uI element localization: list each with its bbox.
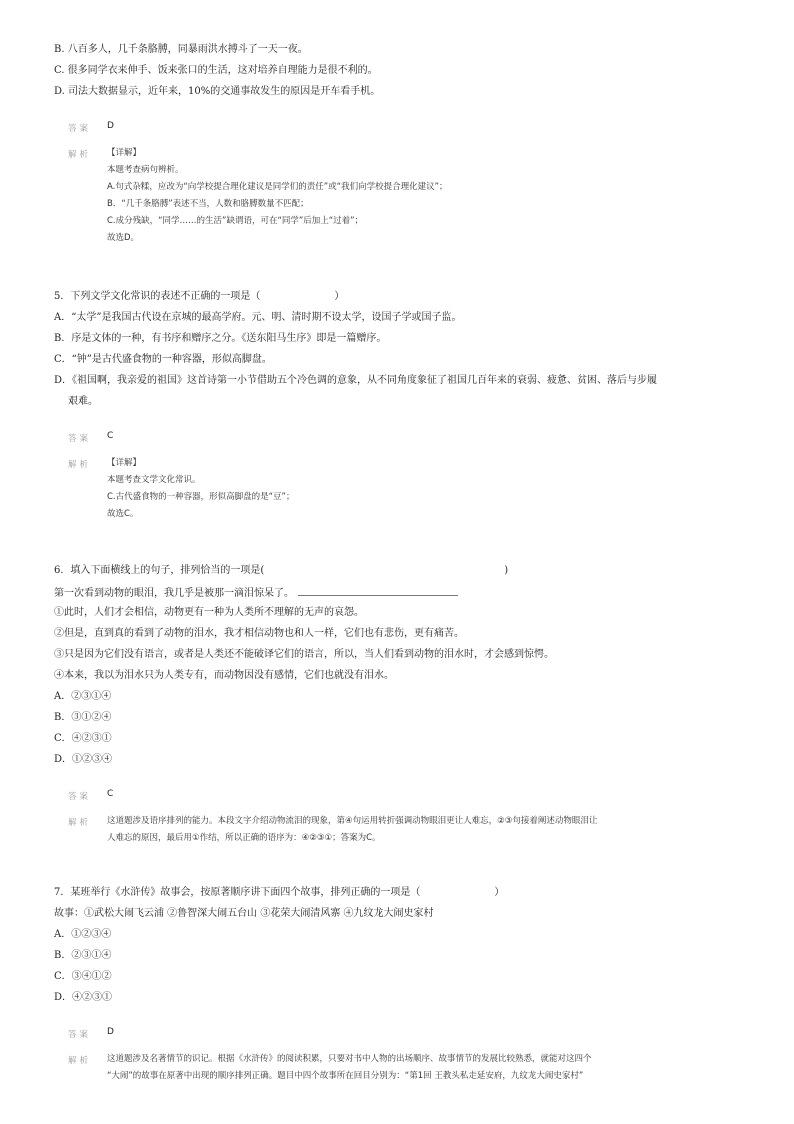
q6-analysis-line: 这道题涉及语序排列的能力。本段文字介绍动物流泪的现象，第④句运用转折强调动物眼泪更让人难忘，②③句接着阐述动物眼泪让 (107, 816, 598, 826)
q7-stem-text: 7．某班举行《水浒传》故事会，按原著顺序讲下面四个故事，排列正确的一项是（ (54, 887, 421, 898)
q4-analysis-line: A.句式杂糅，应改为“向学校提合理化建议是同学们的责任”或“我们向学校提合理化建议”； (107, 182, 448, 192)
q6-stem-text: 6．填入下面横线上的句子，排列恰当的一项是( (54, 565, 265, 576)
q7-answer: D (107, 1027, 114, 1037)
q5-option-b: B．序是文体的一种，有书序和赠序之分。《送东阳马生序》即是一篇赠序。 (54, 333, 387, 344)
q7-option-c: C．③④①② (54, 971, 112, 982)
q5-analysis-line: 本题考查文学文化常识。 (107, 475, 201, 485)
q6-option-d: D．①②③④ (54, 754, 113, 765)
q4-analysis-label: 解析 (68, 150, 92, 160)
q5-answer: C (107, 431, 114, 441)
q7-stem-close: ） (494, 887, 505, 898)
q5-option-a: A．“太学”是我国古代设在京城的最高学府。元、明、清时期不设太学，设国子学或国子监。 (54, 312, 462, 323)
q5-option-d-line1: D．《祖国啊，我亲爱的祖国》这首诗第一小节借助五个冷色调的意象，从不同角度象征了祖国几百年来的衰弱、疲惫、贫困、落后与步履 (54, 375, 658, 386)
q5-stem-close: ） (334, 291, 345, 302)
q5-analysis-line: 【详解】 (107, 458, 142, 468)
q4-option-d: D. 司法大数据显示，近年来，10%的交通事故发生的原因是开车看手机。 (54, 86, 381, 97)
q4-option-c: C. 很多同学衣来伸手、饭来张口的生活，这对培养自理能力是很不利的。 (54, 65, 378, 76)
q7-answer-label: 答案 (68, 1030, 92, 1040)
q6-answer-label: 答案 (68, 792, 92, 802)
q6-sentence-4: ④本来，我以为泪水只为人类专有，而动物因没有感情，它们也就没有泪水。 (54, 670, 394, 681)
q5-answer-label: 答案 (68, 434, 92, 444)
q6-stem (54, 564, 508, 578)
q6-sentence-text: 第一次看到动物的眼泪，我几乎是被那一滴泪惊呆了。 (54, 588, 294, 599)
q7-analysis-line: “大闹”的故事在原著中出现的顺序排列正确。题目中四个故事所在回目分别为：“第1回 王教头私走延安府，九纹龙大闹史家村” (107, 1071, 584, 1081)
q6-fill-line (298, 585, 458, 596)
q5-analysis-label: 解析 (68, 460, 92, 470)
q4-analysis-line: C.成分残缺，“同学……的生活”缺谓语，可在“同学”后加上“过着”； (107, 216, 364, 226)
q6-answer: C (107, 789, 114, 799)
q7-option-a: A．①②③④ (54, 929, 112, 940)
q4-analysis-line: 故选D。 (107, 233, 140, 243)
q6-sentence (54, 585, 458, 601)
q5-stem (54, 290, 344, 304)
q6-stem-close: ) (504, 565, 509, 576)
q5-analysis-line: C.古代盛食物的一种容器，形似高脚盘的是“豆”； (107, 492, 295, 502)
q4-analysis-line: 本题考查病句辨析。 (107, 165, 184, 175)
q7-stories: 故事：①武松大闹飞云浦 ②鲁智深大闹五台山 ③花荣大闹清风寨 ④九纹龙大闹史家村 (54, 908, 434, 919)
q7-analysis-line: 这道题涉及名著情节的识记。根据《水浒传》的阅读积累，只要对书中人物的出场顺序、故事情节的发展比较熟悉，就能对这四个 (107, 1054, 592, 1064)
q6-option-c: C．④②③① (54, 733, 112, 744)
q6-analysis-label: 解析 (68, 818, 92, 828)
q4-analysis-line: 【详解】 (107, 148, 142, 158)
q4-answer: D (107, 121, 114, 131)
q7-option-d: D．④②③① (54, 992, 113, 1003)
q6-analysis-line: 人难忘的原因，最后用①作结，所以正确的语序为：④②③①；答案为C。 (107, 833, 381, 843)
q6-option-b: B．③①②④ (54, 712, 112, 723)
q6-option-a: A．②③①④ (54, 691, 112, 702)
q7-stem (54, 886, 504, 900)
q5-analysis-line: 故选C。 (107, 509, 139, 519)
q5-option-c: C．“钟”是古代盛食物的一种容器，形似高脚盘。 (54, 354, 272, 365)
q4-analysis-line: B．“几千条胳膊”表述不当，人数和胳膊数量不匹配； (107, 199, 309, 209)
q6-sentence-1: ①此时，人们才会相信，动物更有一种为人类所不理解的无声的哀怨。 (54, 607, 364, 618)
q5-stem-text: 5．下列文学文化常识的表述不正确的一项是（ (54, 291, 261, 302)
q4-option-b: B. 八百多人，几千条胳膊，同暴雨洪水搏斗了一天一夜。 (54, 44, 308, 55)
q6-sentence-3: ③只是因为它们没有语言，或者是人类还不能破译它们的语言，所以，当人们看到动物的泪水时，才会感到惊愕。 (54, 649, 554, 660)
q4-answer-label: 答案 (68, 124, 92, 134)
q5-option-d-line2: 艰难。 (68, 396, 98, 407)
q7-analysis-label: 解析 (68, 1056, 92, 1066)
q6-sentence-2: ②但是，直到真的看到了动物的泪水，我才相信动物也和人一样，它们也有悲伤，更有痛苦。 (54, 628, 464, 639)
q7-option-b: B．②③①④ (54, 950, 112, 961)
